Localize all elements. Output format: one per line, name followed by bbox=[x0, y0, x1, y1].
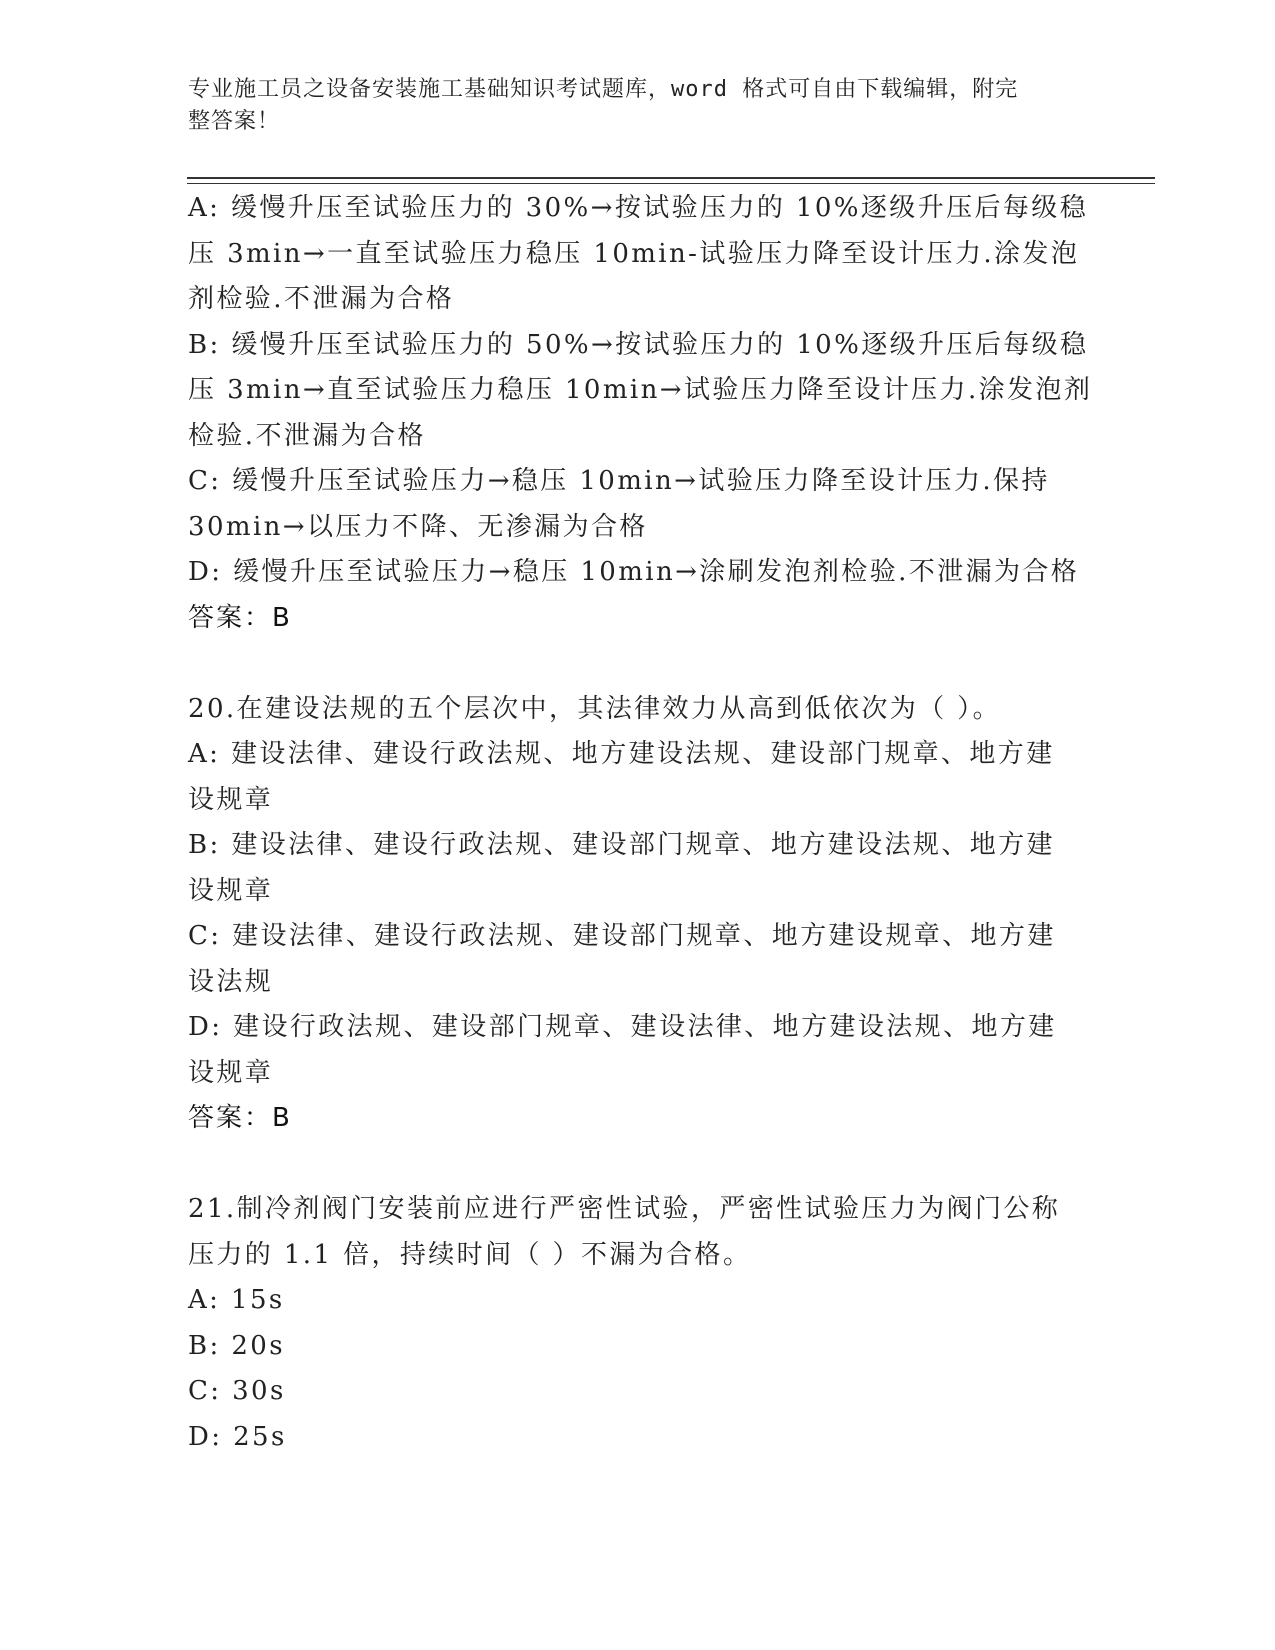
q21-question-line: 压力的 1.1 倍，持续时间（ ）不漏为合格。 bbox=[188, 1239, 752, 1270]
q19-option-b-line: B: 缓慢升压至试验压力的 50%→按试验压力的 10%逐级升压后每级稳 bbox=[188, 329, 1089, 360]
q20-option-a-line: 设规章 bbox=[188, 784, 274, 815]
q20-option-a bbox=[188, 732, 1088, 823]
q20-option-c bbox=[188, 914, 1088, 1005]
q20-option-b bbox=[188, 823, 1088, 914]
q20-answer: 答案：B bbox=[188, 1103, 292, 1133]
q20-option-a-line: A: 建设法律、建设行政法规、地方建设法规、建设部门规章、地方建 bbox=[188, 739, 1055, 769]
q20-option-d bbox=[188, 1005, 1088, 1096]
header-title-line-1: 专业施工员之设备安装施工基础知识考试题库，word 格式可自由下载编辑，附完 bbox=[188, 77, 1019, 102]
q19-option-a-line: 压 3min→一直至试验压力稳压 10min-试验压力降至设计压力.涂发泡 bbox=[188, 238, 1080, 269]
q20-option-c-line: 设法规 bbox=[188, 966, 274, 997]
document-header bbox=[188, 74, 1068, 138]
q19-option-b-line: 检验.不泄漏为合格 bbox=[188, 420, 426, 451]
question-content bbox=[188, 186, 1093, 1460]
q20-option-b-line: B: 建设法律、建设行政法规、建设部门规章、地方建设法规、地方建 bbox=[188, 830, 1055, 860]
q21-option-b: B: 20s bbox=[188, 1330, 285, 1361]
q19-option-c-line: C: 缓慢升压至试验压力→稳压 10min→试验压力降至设计压力.保持 bbox=[188, 466, 1050, 496]
header-divider-thick bbox=[187, 177, 1155, 179]
q19-option-b-line: 压 3min→直至试验压力稳压 10min→试验压力降至设计压力.涂发泡剂 bbox=[188, 375, 1093, 405]
q19-option-c bbox=[188, 459, 1088, 550]
header-divider-thin bbox=[187, 183, 1155, 184]
q20-option-c-line: C: 建设法律、建设行政法规、建设部门规章、地方建设规章、地方建 bbox=[188, 921, 1056, 951]
q20-question: 20.在建设法规的五个层次中，其法律效力从高到低依次为（ ）。 bbox=[188, 693, 1002, 724]
q19-option-d bbox=[188, 550, 1088, 596]
q21-question bbox=[188, 1187, 1088, 1278]
q21-option-a: A: 15s bbox=[188, 1285, 285, 1315]
spacer bbox=[188, 1142, 1088, 1188]
q20-option-d-line: D: 建设行政法规、建设部门规章、建设法律、地方建设法规、地方建 bbox=[188, 1012, 1057, 1042]
q20-option-b-line: 设规章 bbox=[188, 875, 274, 906]
q19-option-a bbox=[188, 186, 1088, 323]
q21-question-line: 21.制冷剂阀门安装前应进行严密性试验，严密性试验压力为阀门公称 bbox=[188, 1194, 1061, 1224]
header-title-line-2: 整答案！ bbox=[188, 109, 281, 134]
q19-option-b bbox=[188, 323, 1093, 460]
spacer bbox=[188, 641, 1088, 687]
q19-answer: 答案：B bbox=[188, 602, 292, 633]
q19-option-a-line: 剂检验.不泄漏为合格 bbox=[188, 284, 455, 314]
q19-option-c-line: 30min→以压力不降、无渗漏为合格 bbox=[188, 511, 648, 542]
q21-option-d: D: 25s bbox=[188, 1421, 287, 1452]
q19-option-d-line: D: 缓慢升压至试验压力→稳压 10min→涂刷发泡剂检验.不泄漏为合格 bbox=[188, 557, 1080, 587]
q20-option-d-line: 设规章 bbox=[188, 1057, 274, 1088]
q19-option-a-line: A: 缓慢升压至试验压力的 30%→按试验压力的 10%逐级升压后每级稳 bbox=[188, 193, 1089, 223]
q21-option-c: C: 30s bbox=[188, 1376, 286, 1406]
